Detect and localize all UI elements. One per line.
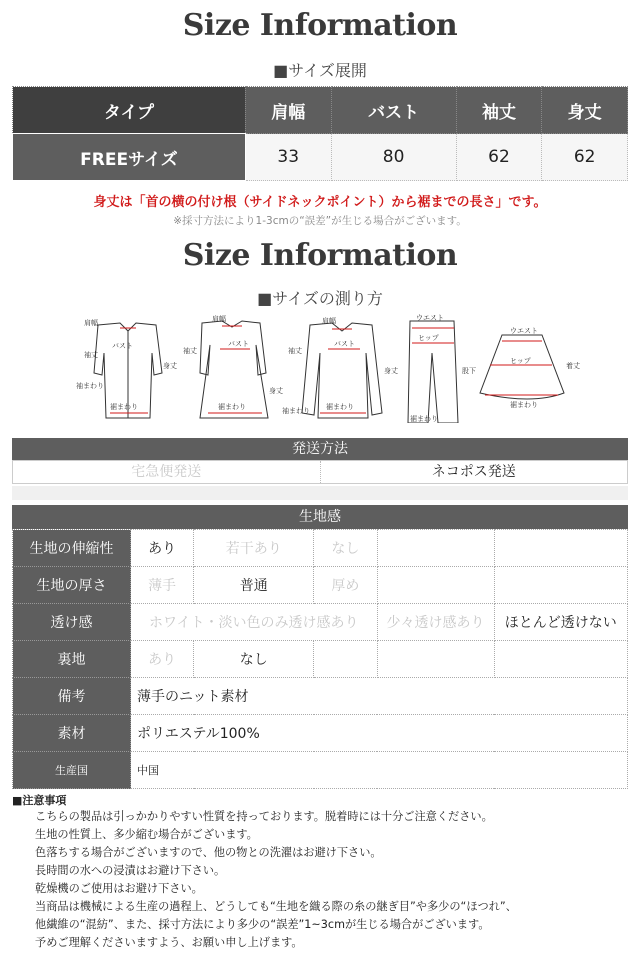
skirt-hip-label: ヒップ bbox=[510, 357, 531, 365]
skirt-length-label: 着丈 bbox=[566, 362, 580, 370]
note-line: 当商品は機械による生産の過程上、どうしても“生地を織る際の糸の継ぎ目”や多少の“ほつれ”、 bbox=[35, 900, 517, 913]
cell: ホワイト・淡い色のみ透け感あり bbox=[131, 604, 378, 641]
pants-inseam-label: 股下 bbox=[462, 367, 476, 375]
top-length-label: 身丈 bbox=[384, 367, 398, 375]
cell: あり bbox=[131, 641, 194, 678]
note-line: 乾燥機のご使用はお避け下さい。 bbox=[35, 882, 203, 895]
coat-bust-label: バスト bbox=[112, 342, 133, 350]
shipping-option-nekopos: ネコポス発送 bbox=[431, 464, 516, 480]
row-label: 裏地 bbox=[13, 641, 131, 678]
cell bbox=[494, 641, 627, 678]
cell: あり bbox=[131, 530, 194, 567]
cell: ほとんど透けない bbox=[494, 604, 627, 641]
pants-waist-label: ウエスト bbox=[416, 314, 444, 322]
header-bust: バスト bbox=[331, 87, 456, 134]
cell bbox=[377, 530, 494, 567]
note-line: 長時間の水への浸漬はお避け下さい。 bbox=[35, 864, 226, 877]
size-table-row bbox=[13, 134, 628, 181]
cell bbox=[377, 567, 494, 604]
fabric-row-remarks bbox=[13, 678, 628, 715]
material-value: ポリエステル100% bbox=[131, 715, 628, 752]
top-bust-label: バスト bbox=[334, 340, 355, 348]
header-sleeve: 袖丈 bbox=[456, 87, 542, 134]
dress-sleeve-label: 袖丈 bbox=[183, 347, 197, 355]
row-label: 備考 bbox=[13, 678, 131, 715]
notes-header: ■注意事項 bbox=[12, 794, 67, 807]
length-value: 62 bbox=[542, 134, 628, 181]
fabric-header: 生地感 bbox=[12, 505, 628, 529]
fabric-row-origin bbox=[13, 752, 628, 789]
shoulder-value: 33 bbox=[245, 134, 331, 181]
fabric-row-stretch bbox=[13, 530, 628, 567]
header-shoulder: 肩幅 bbox=[245, 87, 331, 134]
row-label: 生地の伸縮性 bbox=[13, 530, 131, 567]
dress-shoulder-label: 肩幅 bbox=[212, 315, 226, 323]
skirt-waist-label: ウエスト bbox=[510, 327, 538, 335]
bust-value: 80 bbox=[331, 134, 456, 181]
cell: なし bbox=[314, 530, 377, 567]
fabric-table bbox=[12, 529, 628, 789]
note-line: 生地の性質上、多少縮む場合がございます。 bbox=[35, 828, 258, 841]
fabric-row-material bbox=[13, 715, 628, 752]
note-line: 色落ちする場合がございますので、他の物との洗濯はお避け下さい。 bbox=[35, 846, 382, 859]
shipping-header: 発送方法 bbox=[12, 438, 628, 460]
coat-shoulder-label: 肩幅 bbox=[84, 319, 98, 327]
dress-bust-label: バスト bbox=[228, 340, 249, 348]
note-line: 他繊維の“混紡”、また、採寸方法により多少の“誤差”1~3cmが生じる場合がございます。 bbox=[35, 918, 490, 931]
pants-hip-label: ヒップ bbox=[418, 334, 439, 342]
header-type: タイプ bbox=[13, 87, 246, 134]
cell bbox=[494, 567, 627, 604]
row-label: 生産国 bbox=[13, 752, 131, 789]
length-definition-note: 身丈は「首の横の付け根（サイドネックポイント）から裾までの長さ」です。 bbox=[93, 195, 547, 210]
cell: 薄手 bbox=[131, 567, 194, 604]
divider bbox=[12, 486, 628, 500]
cell: 厚め bbox=[314, 567, 377, 604]
dress-length-label: 身丈 bbox=[269, 387, 283, 395]
fabric-row-lining bbox=[13, 641, 628, 678]
how-to-measure-subtitle: ■サイズの測り方 bbox=[257, 289, 383, 308]
top-sleeve-label: 袖丈 bbox=[288, 347, 302, 355]
size-label: FREEサイズ bbox=[13, 134, 246, 181]
cell: 若干あり bbox=[194, 530, 314, 567]
cell: 少々透け感あり bbox=[377, 604, 494, 641]
top-hem-label: 裾まわり bbox=[326, 403, 354, 411]
cell bbox=[377, 641, 494, 678]
size-chart-subtitle: ■サイズ展開 bbox=[273, 61, 367, 80]
pants-hem-label: 裾まわり bbox=[410, 415, 438, 423]
remarks-value: 薄手のニット素材 bbox=[131, 678, 628, 715]
fabric-row-sheerness bbox=[13, 604, 628, 641]
measurement-error-note: ※採寸方法により1-3cmの“誤差”が生じる場合がございます。 bbox=[173, 215, 467, 227]
cell: 普通 bbox=[194, 567, 314, 604]
row-label: 生地の厚さ bbox=[13, 567, 131, 604]
size-table-header-row bbox=[13, 87, 628, 134]
note-line: こちらの製品は引っかかりやすい性質を持っております。脱着時には十分ご注意ください。 bbox=[35, 810, 493, 823]
shipping-option-takkyubin: 宅急便発送 bbox=[13, 461, 321, 483]
size-table bbox=[12, 86, 628, 181]
notes-list bbox=[35, 808, 615, 952]
fabric-row-thickness bbox=[13, 567, 628, 604]
origin-value: 中国 bbox=[131, 752, 628, 789]
measurement-illustrations bbox=[70, 313, 590, 423]
cell bbox=[314, 641, 377, 678]
row-label: 透け感 bbox=[13, 604, 131, 641]
shipping-options bbox=[12, 460, 628, 484]
note-line: 予めご理解くださいますよう、お願い申し上げます。 bbox=[35, 936, 303, 949]
cell: なし bbox=[194, 641, 314, 678]
row-label: 素材 bbox=[13, 715, 131, 752]
coat-hem-label: 裾まわり bbox=[110, 403, 138, 411]
skirt-illustration bbox=[480, 335, 564, 399]
skirt-hem-label: 裾まわり bbox=[510, 401, 538, 409]
size-info-title-2: Size Information bbox=[182, 238, 458, 273]
coat-sleeve-label: 袖丈 bbox=[84, 351, 98, 359]
coat-length-label: 身丈 bbox=[163, 362, 177, 370]
top-shoulder-label: 肩幅 bbox=[322, 317, 336, 325]
cell bbox=[494, 530, 627, 567]
header-length: 身丈 bbox=[542, 87, 628, 134]
sleeve-value: 62 bbox=[456, 134, 542, 181]
coat-cuff-label: 袖まわり bbox=[76, 382, 104, 390]
top-cuff-label: 袖まわり bbox=[282, 407, 310, 415]
size-info-title: Size Information bbox=[182, 8, 458, 43]
dress-hem-label: 裾まわり bbox=[218, 403, 246, 411]
